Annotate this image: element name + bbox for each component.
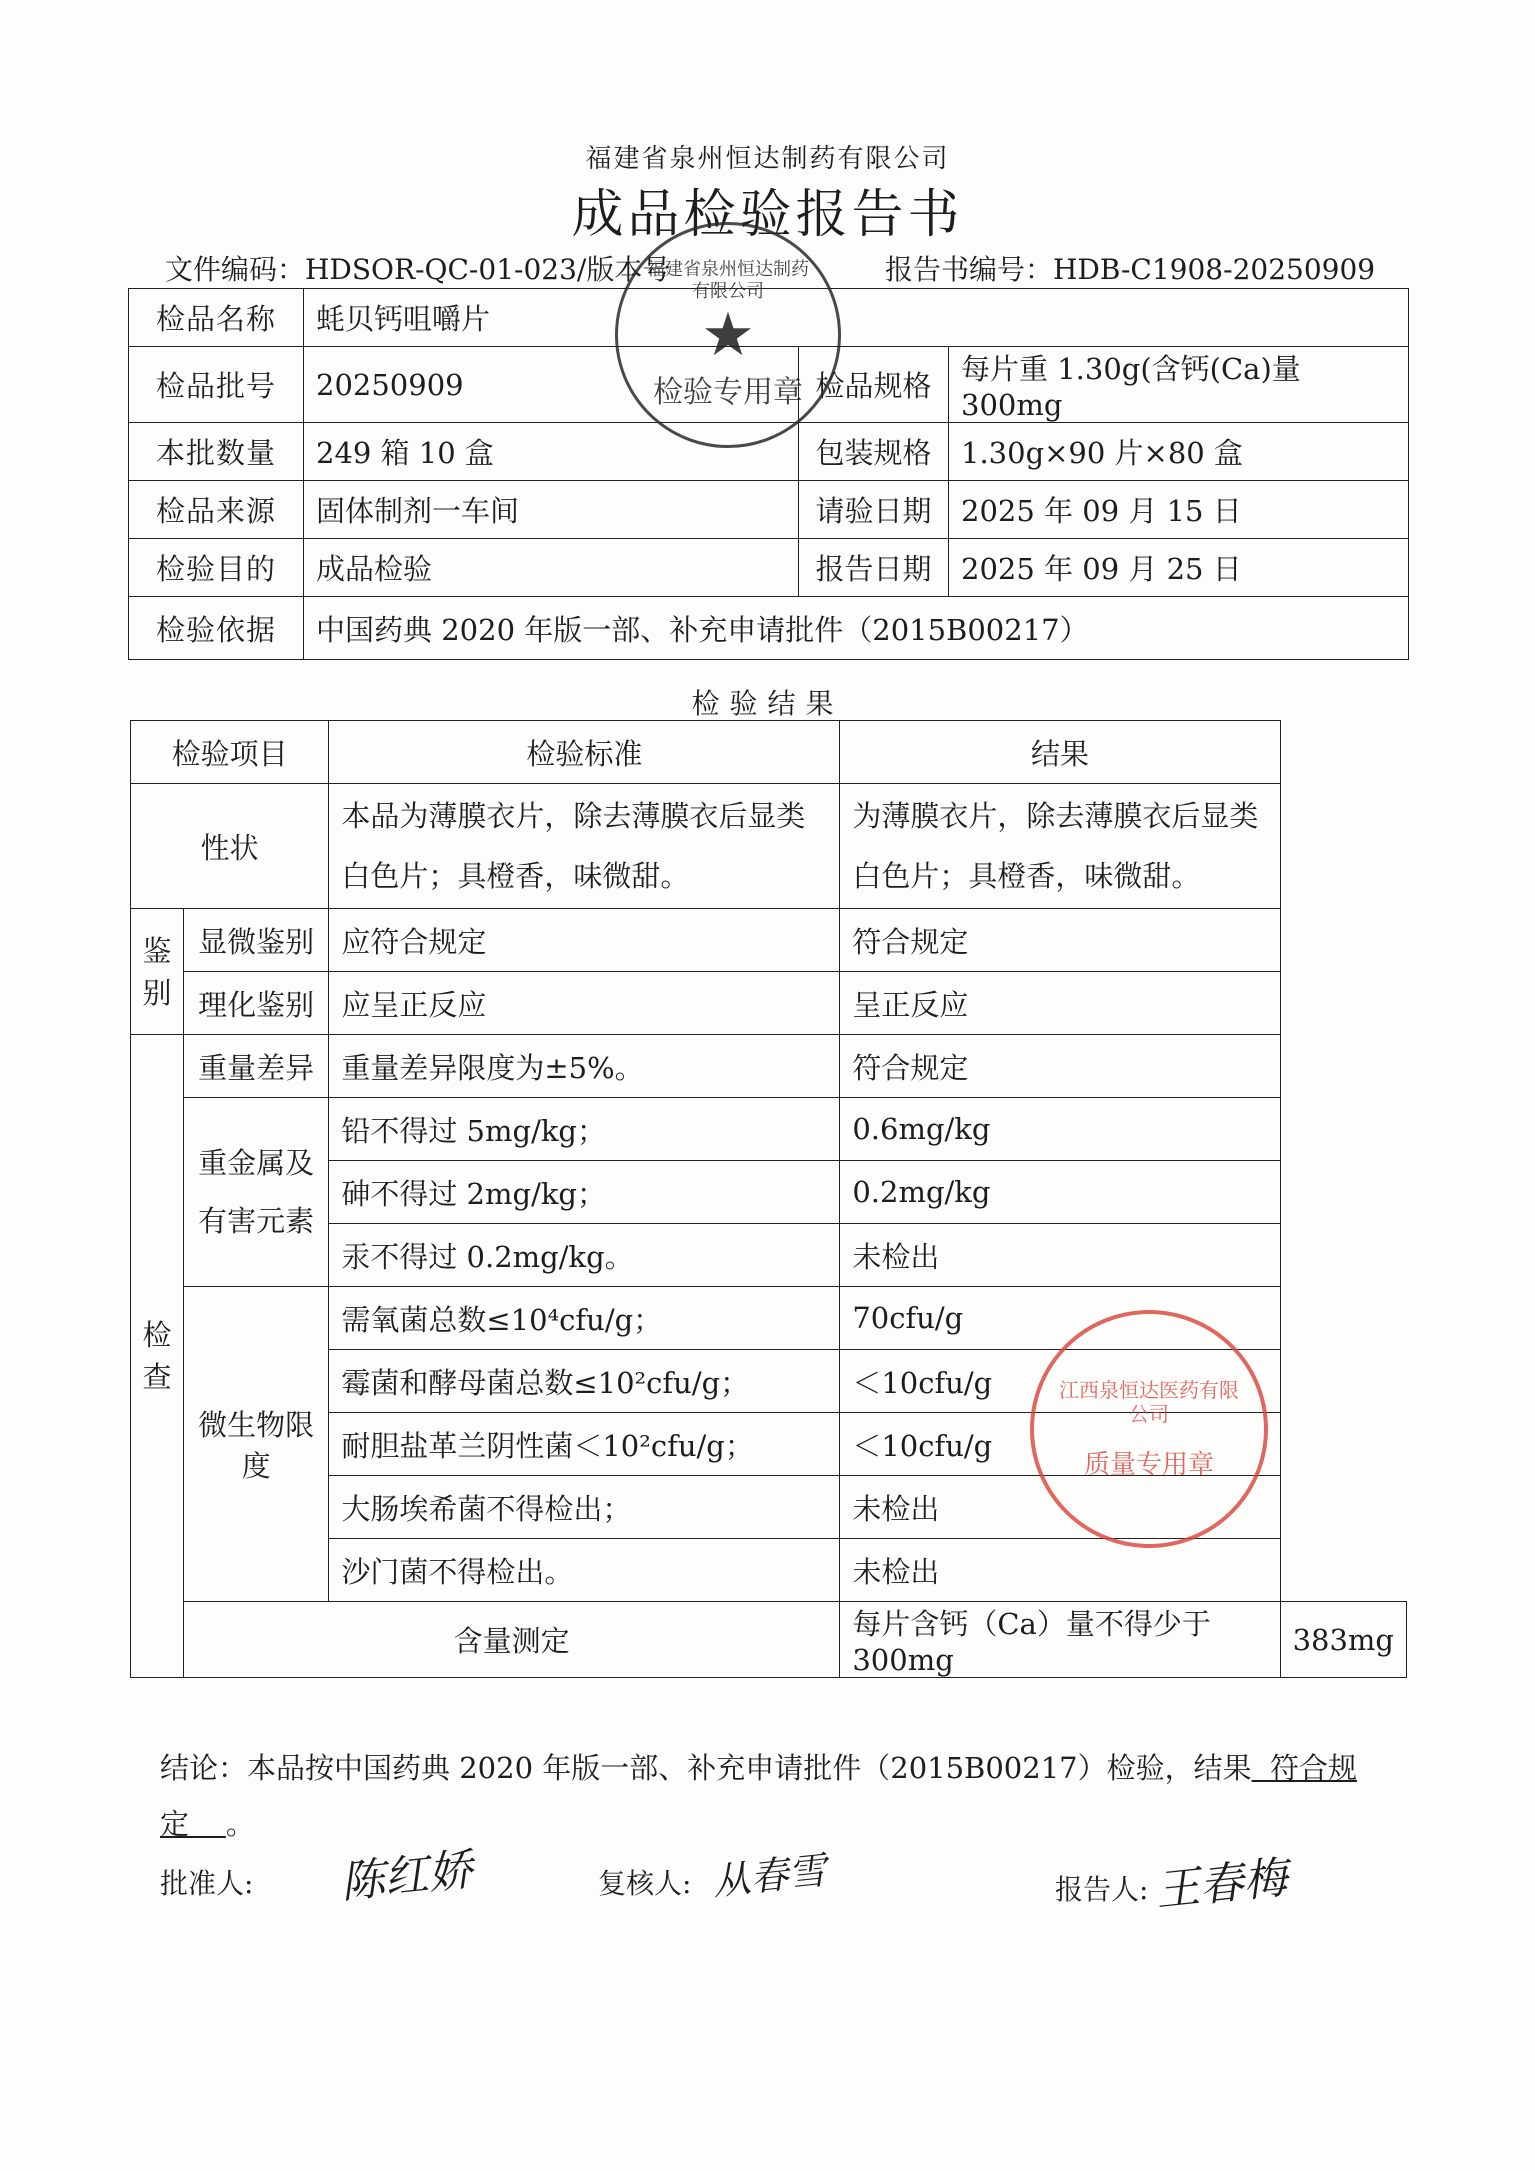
lead-result: 0.6mg/kg	[840, 1098, 1280, 1161]
assay-standard: 每片含钙（Ca）量不得少于 300mg	[840, 1602, 1280, 1678]
chemical-id-standard: 应呈正反应	[329, 972, 840, 1035]
heavy-metals-label: 重金属及有害元素	[184, 1098, 329, 1287]
appearance-label: 性状	[131, 784, 329, 909]
quantity-label: 本批数量	[129, 423, 304, 481]
microscopic-id-label: 显微鉴别	[184, 909, 329, 972]
arsenic-result: 0.2mg/kg	[840, 1161, 1280, 1224]
basis-label: 检验依据	[129, 597, 304, 660]
quality-seal-label: 质量专用章	[1083, 1449, 1214, 1480]
request-date-value: 2025 年 09 月 15 日	[949, 481, 1409, 539]
results-heading: 检验结果	[691, 687, 844, 720]
weight-variation-standard: 重量差异限度为±5%。	[329, 1035, 840, 1098]
quality-seal-ring: 江西泉恒达医药有限公司	[1059, 1377, 1239, 1426]
inspection-seal	[615, 222, 841, 448]
approver-signature: 陈红娇	[338, 1844, 475, 1909]
ecoli-result: 未检出	[840, 1476, 1280, 1539]
report-title: 成品检验报告书	[571, 185, 964, 245]
reporter-signature: 王春梅	[1153, 1852, 1290, 1917]
microbial-limit-label: 微生物限度	[184, 1287, 329, 1602]
purpose-label: 检验目的	[129, 539, 304, 597]
reporter-label: 报告人:	[1055, 1873, 1149, 1906]
package-label: 包装规格	[799, 423, 949, 481]
aerobic-standard: 需氧菌总数≤10⁴cfu/g；	[329, 1287, 840, 1350]
inspection-seal-ring: 福建省泉州恒达制药有限公司	[647, 259, 809, 302]
col-result-header: 结果	[840, 721, 1280, 784]
report-date-value: 2025 年 09 月 25 日	[949, 539, 1409, 597]
package-value: 1.30g×90 片×80 盒	[949, 423, 1409, 481]
aerobic-result: 70cfu/g	[840, 1287, 1280, 1350]
microscopic-id-result: 符合规定	[840, 909, 1280, 972]
weight-variation-result: 符合规定	[840, 1035, 1280, 1098]
lead-standard: 铅不得过 5mg/kg；	[329, 1098, 840, 1161]
product-name-label: 检品名称	[129, 289, 304, 347]
mold-yeast-result: ＜10cfu/g	[840, 1350, 1280, 1413]
quality-seal	[1030, 1310, 1268, 1548]
check-group: 检查	[131, 1035, 184, 1678]
product-name: 蚝贝钙咀嚼片	[304, 289, 1409, 347]
assay-label: 含量测定	[184, 1602, 840, 1678]
purpose-value: 成品检验	[304, 539, 799, 597]
arsenic-standard: 砷不得过 2mg/kg；	[329, 1161, 840, 1224]
conclusion: 结论：本品按中国药典 2020 年版一部、补充申请批件（2015B00217）检验，结果 符合规定 。	[160, 1751, 1358, 1841]
assay-result: 383mg	[1280, 1602, 1406, 1678]
col-item-header: 检验项目	[131, 721, 329, 784]
mercury-standard: 汞不得过 0.2mg/kg。	[329, 1224, 840, 1287]
batch-number: 20250909	[304, 347, 799, 423]
salmonella-standard: 沙门菌不得检出。	[329, 1539, 840, 1602]
results-table	[130, 720, 1407, 1678]
source-label: 检品来源	[129, 481, 304, 539]
spec-label: 检品规格	[799, 347, 949, 423]
salmonella-result: 未检出	[840, 1539, 1280, 1602]
ecoli-standard: 大肠埃希菌不得检出；	[329, 1476, 840, 1539]
file-number: 文件编码：HDSOR-QC-01-023/版本号	[165, 253, 671, 286]
request-date-label: 请验日期	[799, 481, 949, 539]
source-value: 固体制剂一车间	[304, 481, 799, 539]
inspection-seal-label: 检验专用章	[653, 375, 803, 410]
reviewer-signature: 从春雪	[710, 1848, 829, 1904]
appearance-standard: 本品为薄膜衣片，除去薄膜衣后显类白色片；具橙香，味微甜。	[329, 784, 840, 909]
chemical-id-result: 呈正反应	[840, 972, 1280, 1035]
quantity-value: 249 箱 10 盒	[304, 423, 799, 481]
batch-label: 检品批号	[129, 347, 304, 423]
report-number: 报告书编号：HDB-C1908-20250909	[885, 253, 1376, 286]
identification-group: 鉴别	[131, 909, 184, 1035]
weight-variation-label: 重量差异	[184, 1035, 329, 1098]
mercury-result: 未检出	[840, 1224, 1280, 1287]
chemical-id-label: 理化鉴别	[184, 972, 329, 1035]
basis-value: 中国药典 2020 年版一部、补充申请批件（2015B00217）	[304, 597, 1409, 660]
mold-yeast-standard: 霉菌和酵母菌总数≤10²cfu/g；	[329, 1350, 840, 1413]
bile-tolerant-result: ＜10cfu/g	[840, 1413, 1280, 1476]
microscopic-id-standard: 应符合规定	[329, 909, 840, 972]
report-date-label: 报告日期	[799, 539, 949, 597]
spec-value: 每片重 1.30g(含钙(Ca)量 300mg	[949, 347, 1409, 423]
conclusion-text: 结论：本品按中国药典 2020 年版一部、补充申请批件（2015B00217）检验，结果	[160, 1751, 1252, 1785]
reviewer-label: 复核人:	[598, 1867, 692, 1900]
bile-tolerant-standard: 耐胆盐革兰阴性菌＜10²cfu/g；	[329, 1413, 840, 1476]
conclusion-verdict: 符合规定	[160, 1751, 1358, 1841]
col-standard-header: 检验标准	[329, 721, 840, 784]
star-icon: ★	[701, 300, 755, 370]
appearance-result: 为薄膜衣片，除去薄膜衣后显类白色片；具橙香，味微甜。	[840, 784, 1280, 909]
approver-label: 批准人:	[160, 1867, 254, 1900]
company-name: 福建省泉州恒达制药有限公司	[585, 144, 950, 174]
